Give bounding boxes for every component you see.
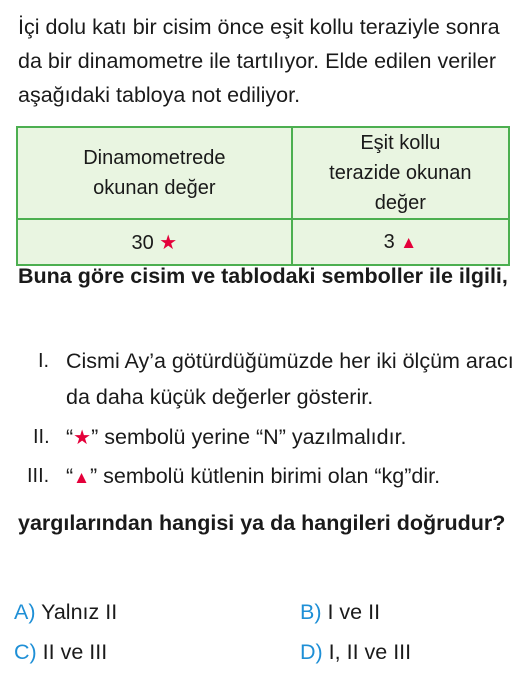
option-d-letter: D) — [300, 640, 323, 664]
statement-1-number: I. — [38, 350, 50, 372]
value-dynamometer-number: 30 — [131, 231, 154, 254]
question-stem: Buna göre cisim ve tablodaki semboller ile ilgili, — [18, 264, 508, 288]
value-balance — [292, 219, 509, 265]
statement-1-text: Cismi Ay’a götürdüğümüzde her iki ölçüm aracı da daha küçük değerler gösterir. — [66, 349, 514, 409]
option-a[interactable] — [14, 597, 117, 627]
option-b[interactable] — [300, 597, 380, 627]
value-dynamometer — [17, 219, 292, 265]
header-dynamometer: Dinamometrede okunan değer — [17, 127, 292, 219]
header-balance: Eşit kollu terazide okunan değer — [292, 127, 509, 219]
measurement-table — [16, 126, 510, 266]
option-c-letter: C) — [14, 640, 37, 664]
table-header-row — [17, 127, 509, 219]
star-symbol-icon: ★ — [73, 427, 92, 449]
question-ending: yargılarından hangisi ya da hangileri doğrudur? — [18, 511, 506, 535]
option-a-letter: A) — [14, 600, 36, 624]
triangle-symbol-icon: ▲ — [73, 468, 90, 487]
statement-3-number: III. — [27, 465, 50, 487]
star-symbol-icon: ★ — [159, 231, 178, 254]
option-b-text: I ve II — [327, 600, 381, 624]
statement-2-number: II. — [33, 426, 50, 448]
statement-2-text: “★” sembolü yerine “N” yazılmalıdır. — [66, 425, 407, 449]
option-c-text: II ve III — [42, 640, 108, 664]
option-d-text: I, II ve III — [328, 640, 412, 664]
table-value-row — [17, 219, 509, 265]
statement-3-text: “▲” sembolü kütlenin birimi olan “kg”dir. — [66, 464, 441, 488]
option-b-letter: B) — [300, 600, 322, 624]
option-d[interactable] — [300, 637, 411, 667]
option-c[interactable] — [14, 637, 107, 667]
triangle-symbol-icon: ▲ — [400, 232, 418, 252]
problem-intro: İçi dolu katı bir cisim önce eşit kollu teraziyle sonra da bir dinamometre ile tartılıyor. Elde edilen veriler aşağıdaki tabloya not ediliyor. — [18, 15, 500, 107]
value-balance-number: 3 — [383, 230, 395, 253]
option-a-text: Yalnız II — [41, 600, 118, 624]
